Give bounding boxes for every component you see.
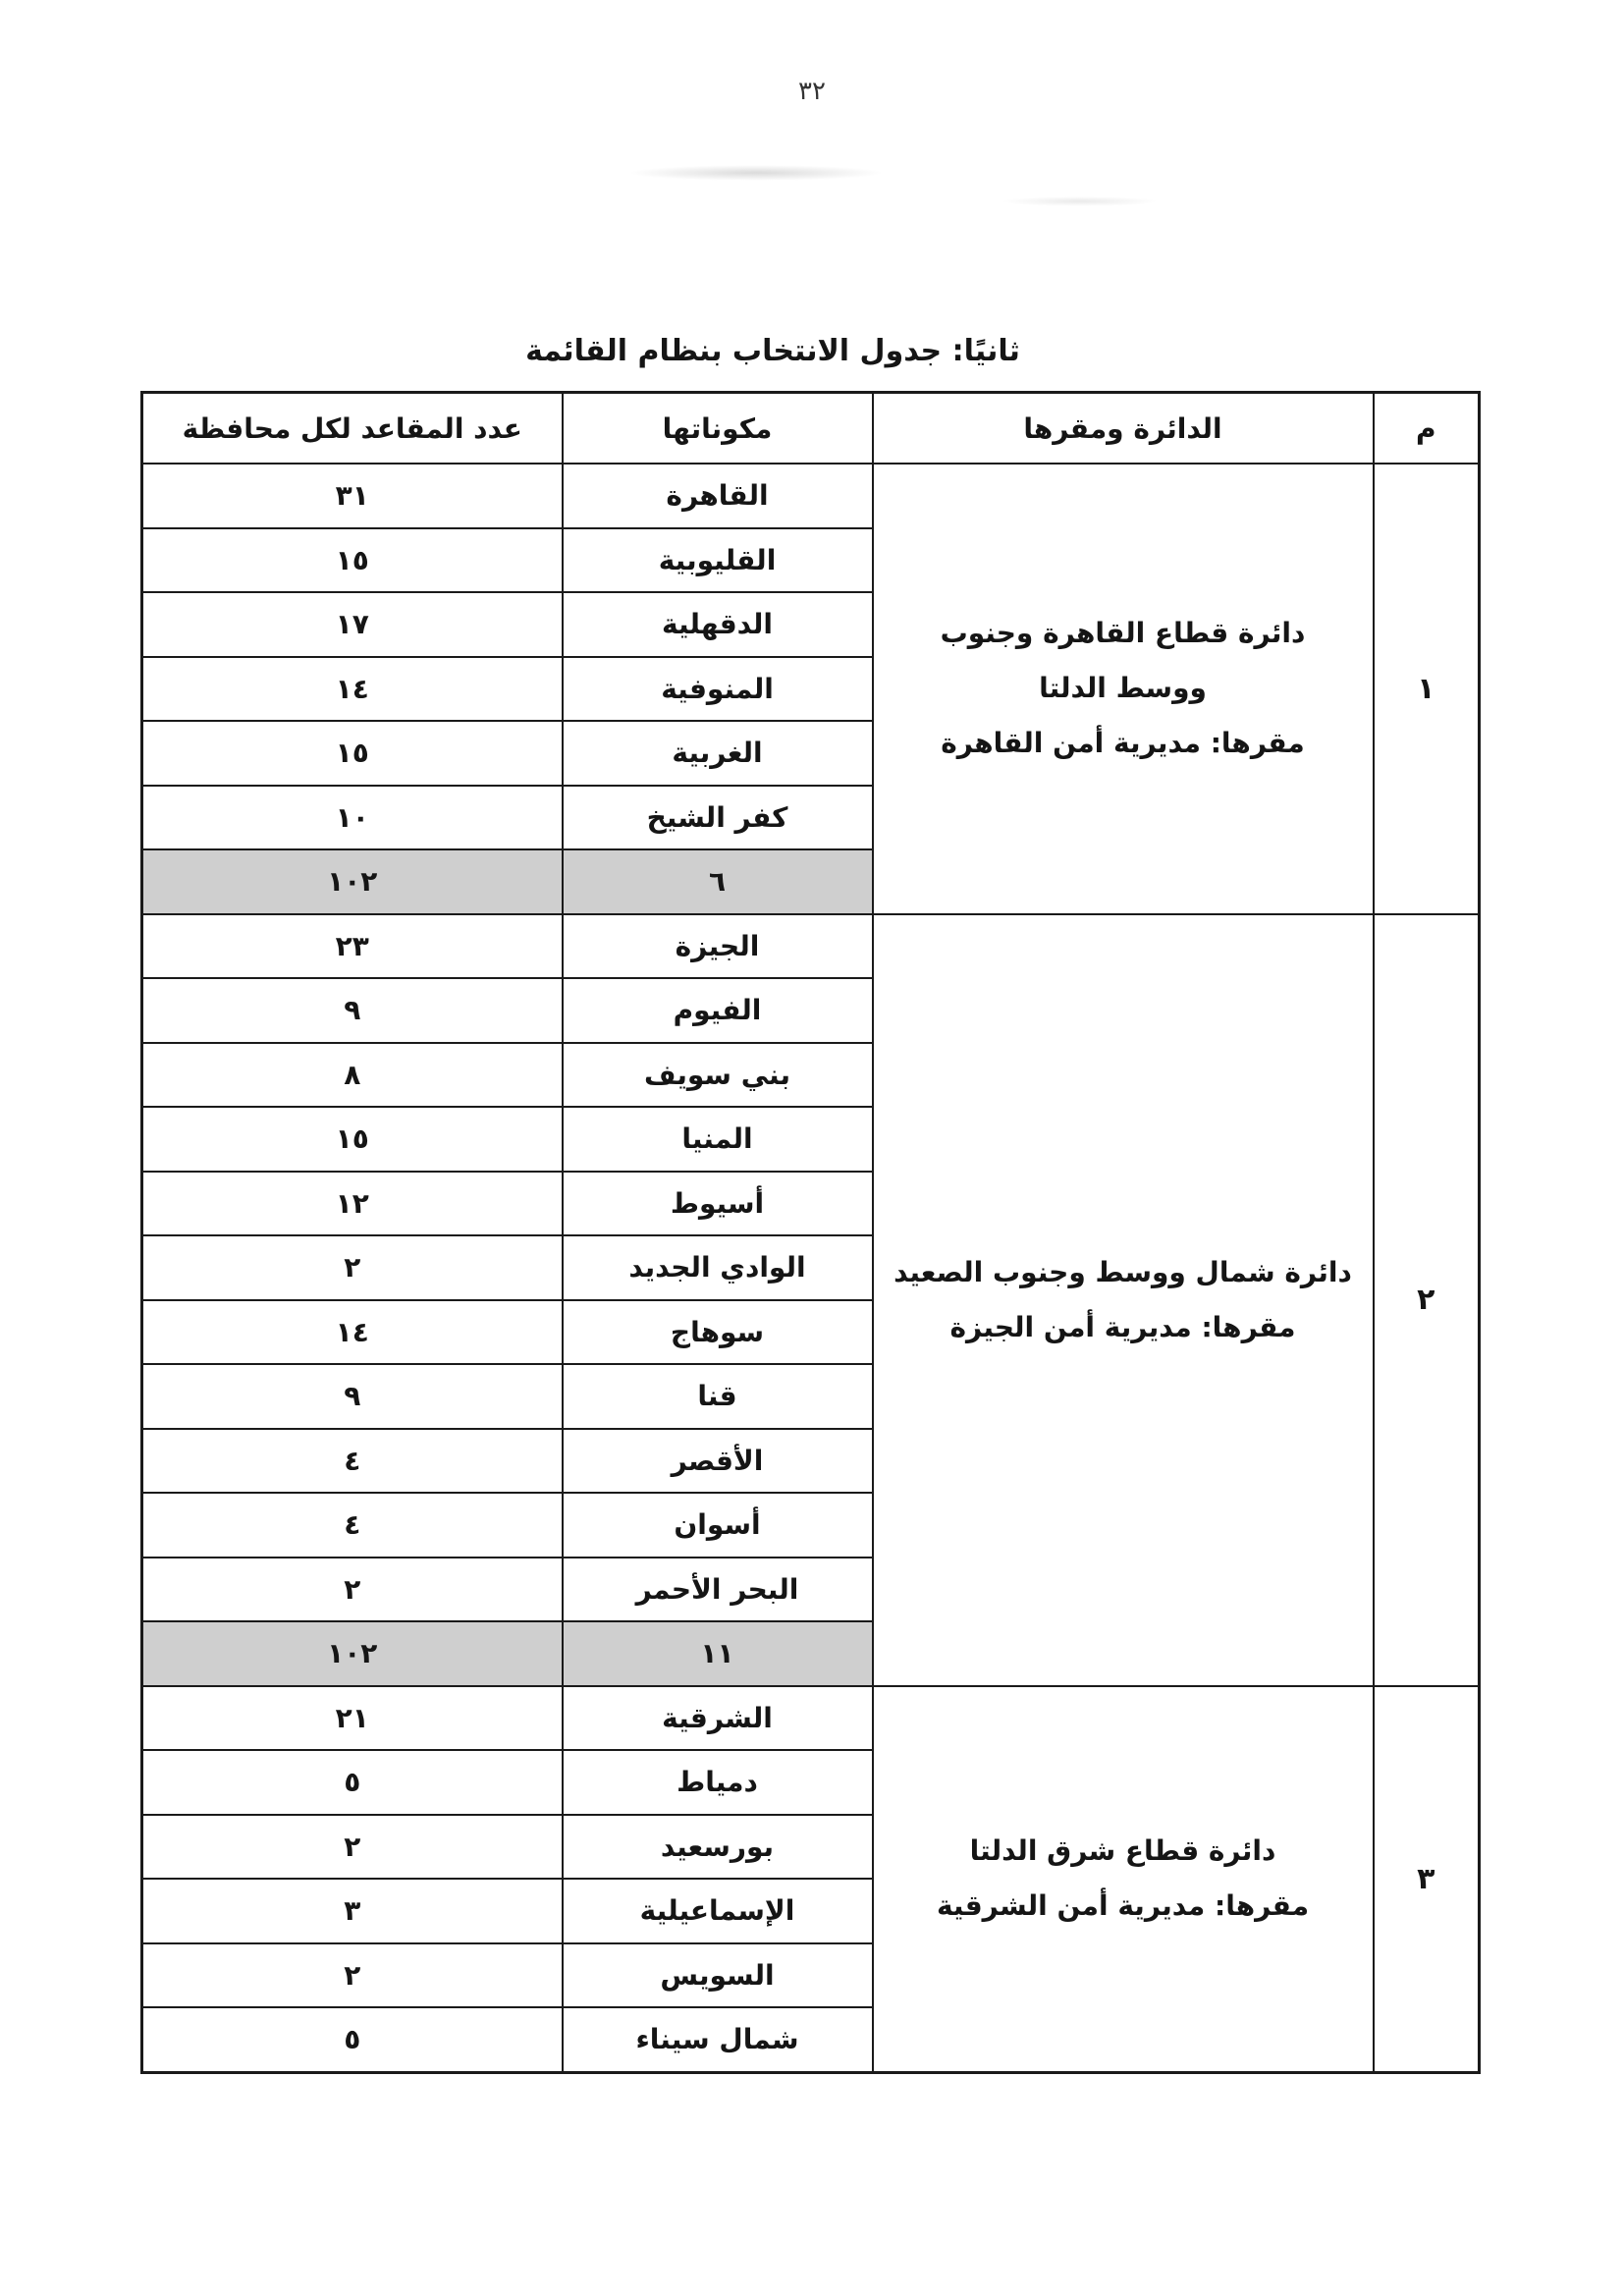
- table-title: ثانيًا: جدول الانتخاب بنظام القائمة: [525, 334, 1020, 368]
- seats-cell: ١٥: [142, 1107, 563, 1172]
- district-number: ١: [1374, 464, 1480, 914]
- governorate-cell: أسوان: [563, 1493, 873, 1558]
- seats-cell: ٨: [142, 1043, 563, 1108]
- seats-cell: ٢: [142, 1815, 563, 1880]
- governorate-cell: بني سويف: [563, 1043, 873, 1108]
- governorate-cell: قنا: [563, 1364, 873, 1429]
- seats-cell: ٣١: [142, 464, 563, 528]
- seats-cell: ١٢: [142, 1172, 563, 1236]
- district-name: دائرة قطاع شرق الدلتا: [969, 1834, 1276, 1867]
- governorate-cell: البحر الأحمر: [563, 1558, 873, 1622]
- total-governorates-count: ١١: [563, 1621, 873, 1686]
- total-governorates-count: ٦: [563, 849, 873, 914]
- governorate-cell: الفيوم: [563, 978, 873, 1043]
- table-row: [142, 464, 1480, 528]
- governorate-cell: الدقهلية: [563, 592, 873, 657]
- governorate-cell: القليوبية: [563, 528, 873, 593]
- seats-cell: ١٤: [142, 1300, 563, 1365]
- seats-cell: ٢: [142, 1943, 563, 2008]
- district-cell: [873, 1686, 1374, 2073]
- governorate-cell: الغربية: [563, 721, 873, 786]
- governorate-cell: المنيا: [563, 1107, 873, 1172]
- governorate-cell: الوادي الجديد: [563, 1235, 873, 1300]
- district-seat: مقرها: مديرية أمن القاهرة: [941, 727, 1305, 760]
- governorate-cell: بورسعيد: [563, 1815, 873, 1880]
- governorate-cell: الأقصر: [563, 1429, 873, 1494]
- seats-cell: ١٧: [142, 592, 563, 657]
- total-seats: ١٠٢: [142, 1621, 563, 1686]
- governorate-cell: شمال سيناء: [563, 2007, 873, 2072]
- page-number: ٣٢: [798, 77, 826, 106]
- table-body: [142, 464, 1480, 2072]
- seats-cell: ٥: [142, 1750, 563, 1815]
- governorate-cell: دمياط: [563, 1750, 873, 1815]
- seats-cell: ١٠: [142, 786, 563, 850]
- seats-cell: ١٤: [142, 657, 563, 722]
- district-number: ٣: [1374, 1686, 1480, 2073]
- governorate-cell: الإسماعيلية: [563, 1879, 873, 1943]
- district-seat: مقرها: مديرية أمن الجيزة: [949, 1310, 1296, 1343]
- scan-smudge: [628, 165, 884, 181]
- seats-cell: ٢: [142, 1235, 563, 1300]
- district-seat: مقرها: مديرية أمن الشرقية: [936, 1889, 1310, 1922]
- table-row: [142, 1686, 1480, 1751]
- seats-cell: ٥: [142, 2007, 563, 2072]
- seats-cell: ٤: [142, 1493, 563, 1558]
- table-header-row: [142, 393, 1480, 465]
- district-cell: [873, 914, 1374, 1686]
- seats-cell: ٣: [142, 1879, 563, 1943]
- district-cell: [873, 464, 1374, 914]
- districts-table: [140, 391, 1481, 2074]
- scan-smudge: [1001, 196, 1159, 206]
- header-num: م: [1374, 393, 1480, 465]
- table-row: [142, 914, 1480, 979]
- seats-cell: ٢١: [142, 1686, 563, 1751]
- governorate-cell: السويس: [563, 1943, 873, 2008]
- governorate-cell: الجيزة: [563, 914, 873, 979]
- district-name: دائرة قطاع القاهرة وجنوب ووسط الدلتا: [940, 617, 1306, 705]
- governorate-cell: القاهرة: [563, 464, 873, 528]
- district-name: دائرة شمال ووسط وجنوب الصعيد: [893, 1255, 1352, 1288]
- seats-cell: ٩: [142, 1364, 563, 1429]
- seats-cell: ٢٣: [142, 914, 563, 979]
- header-seats: عدد المقاعد لكل محافظة: [142, 393, 563, 465]
- districts-table-container: [143, 391, 1481, 2074]
- header-governorates: مكوناتها: [563, 393, 873, 465]
- governorate-cell: المنوفية: [563, 657, 873, 722]
- governorate-cell: أسيوط: [563, 1172, 873, 1236]
- district-number: ٢: [1374, 914, 1480, 1686]
- seats-cell: ١٥: [142, 721, 563, 786]
- seats-cell: ٤: [142, 1429, 563, 1494]
- governorate-cell: سوهاج: [563, 1300, 873, 1365]
- header-district: الدائرة ومقرها: [873, 393, 1374, 465]
- seats-cell: ١٥: [142, 528, 563, 593]
- seats-cell: ٩: [142, 978, 563, 1043]
- seats-cell: ٢: [142, 1558, 563, 1622]
- governorate-cell: كفر الشيخ: [563, 786, 873, 850]
- governorate-cell: الشرقية: [563, 1686, 873, 1751]
- total-seats: ١٠٢: [142, 849, 563, 914]
